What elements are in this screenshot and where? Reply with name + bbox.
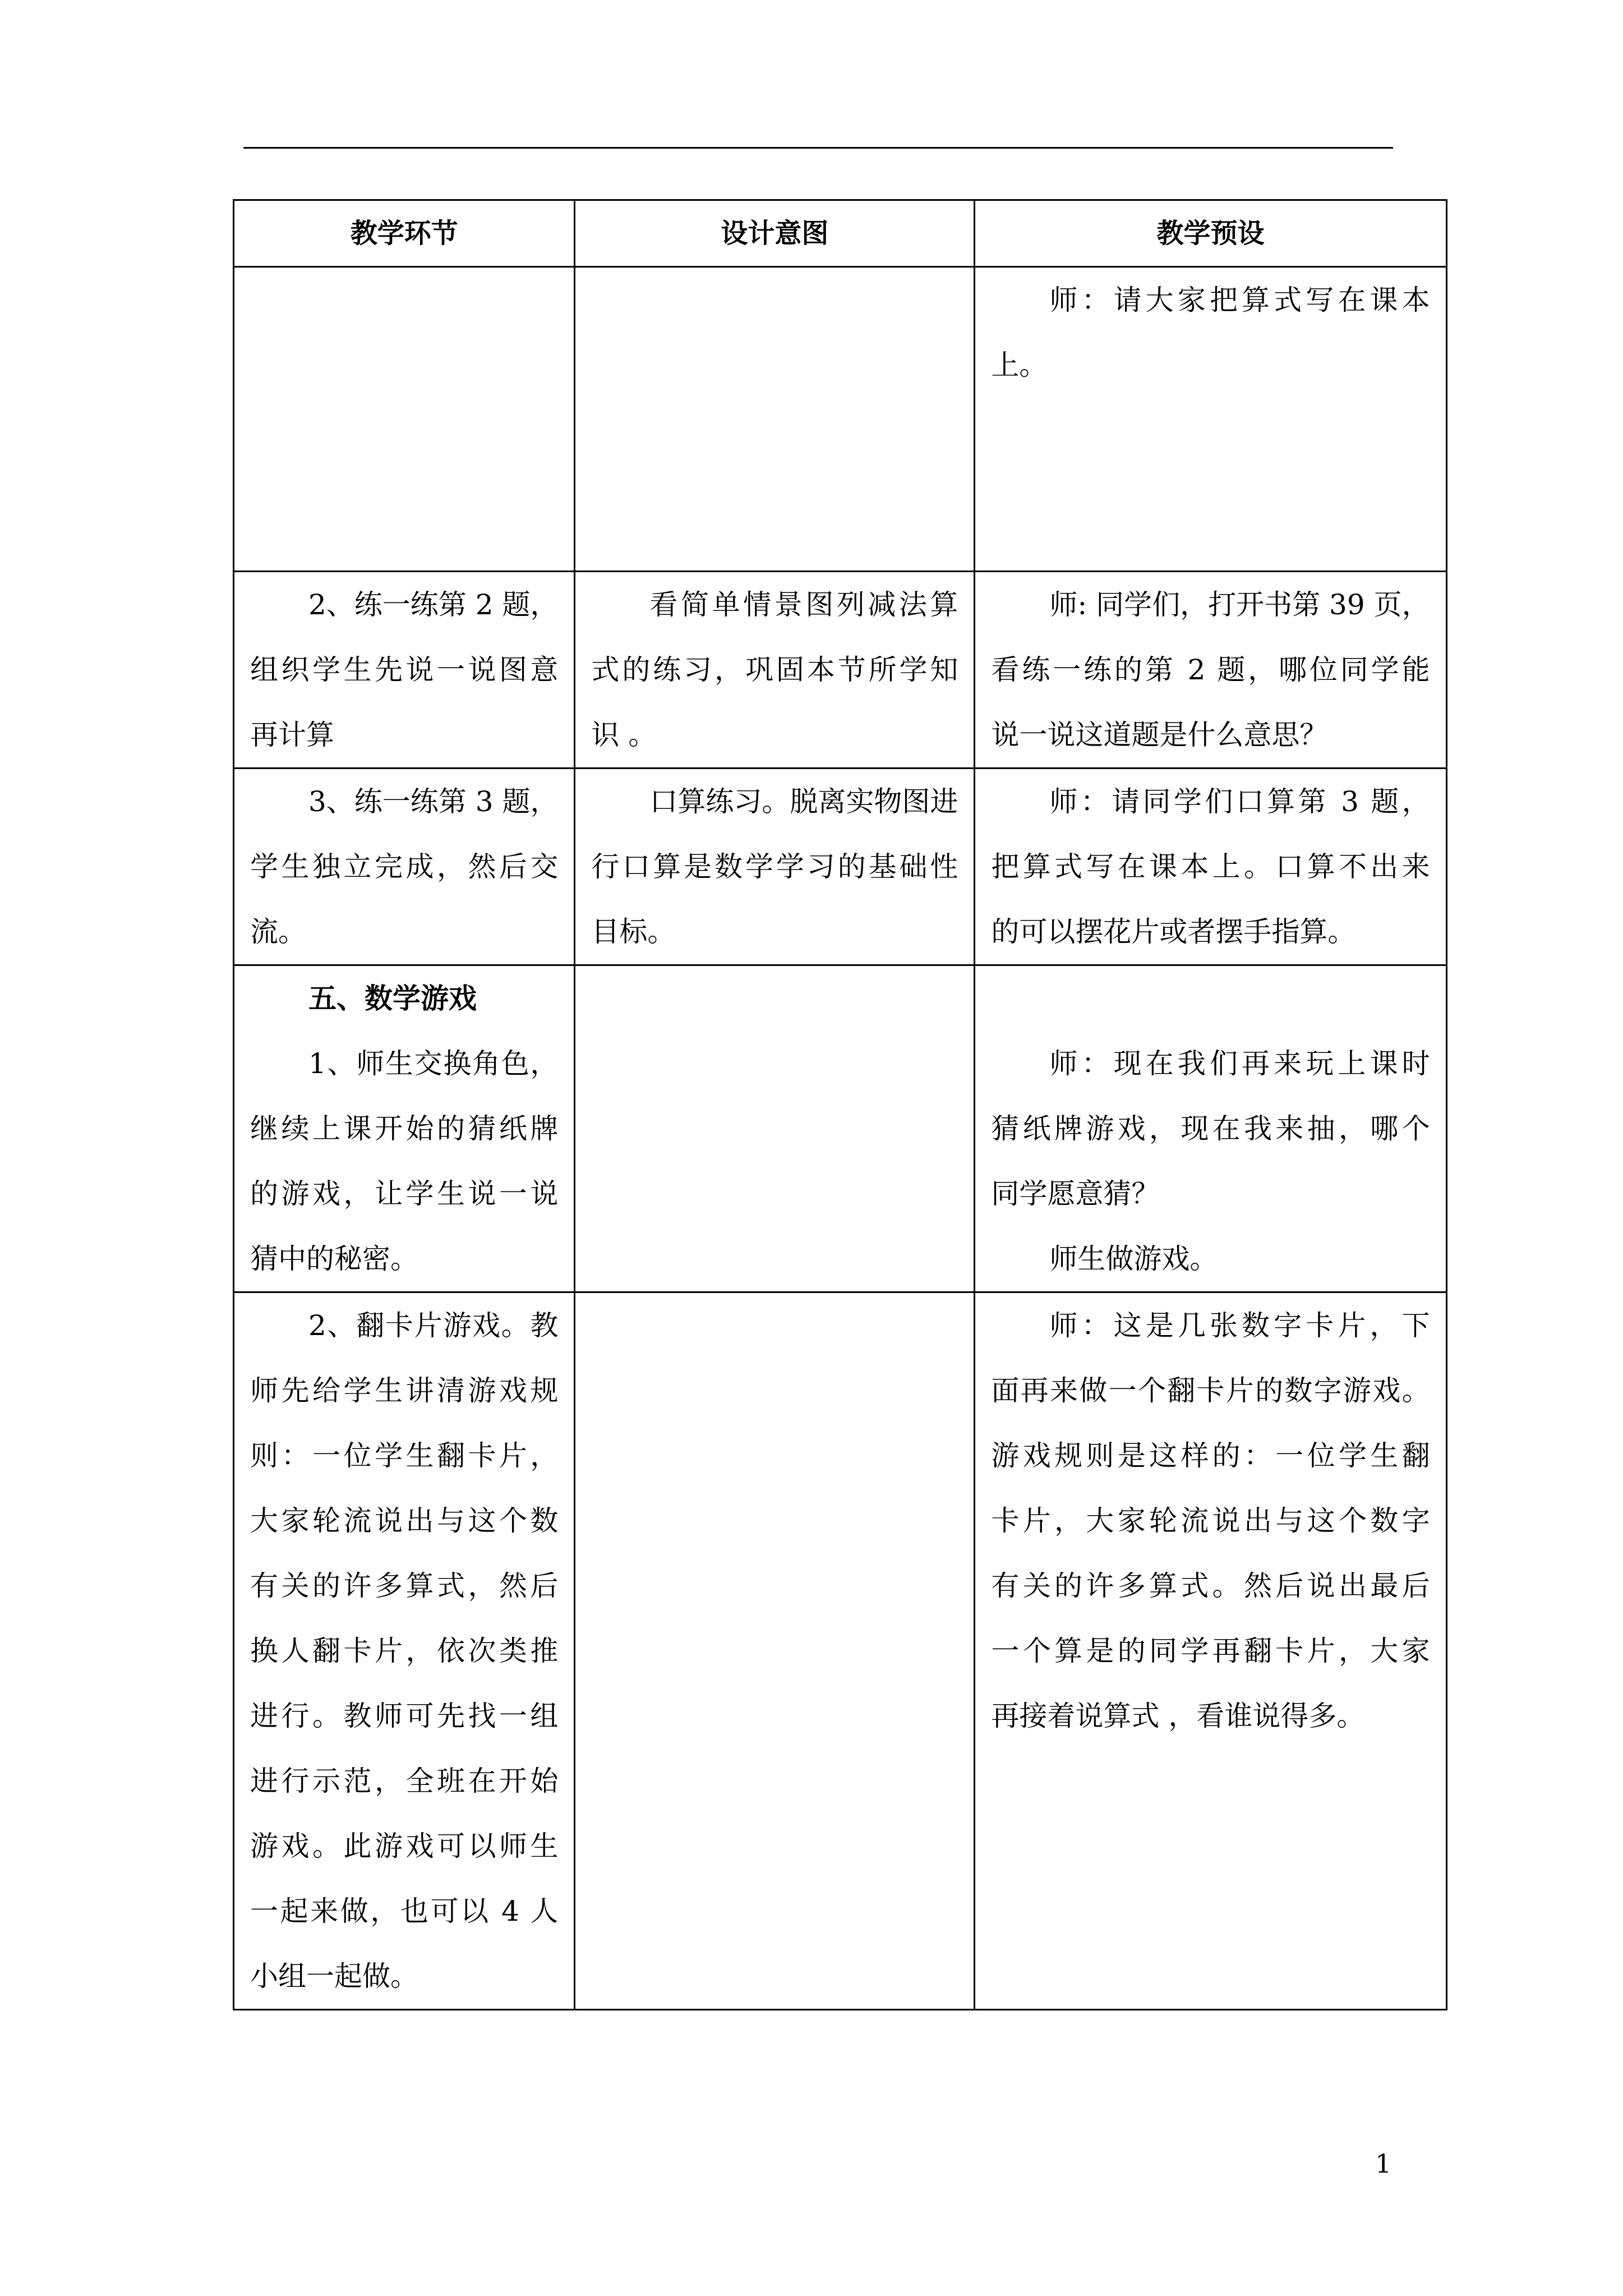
cell-design-intent: [575, 572, 975, 769]
cell-teaching-stage: [234, 267, 575, 572]
header-teaching-preset: 教学预设: [975, 200, 1446, 267]
text-line: 师生做游戏。: [1049, 1243, 1218, 1275]
text-line: 识 。: [591, 719, 657, 751]
table-header-row: [234, 200, 1447, 267]
text-line: 有关的许多算式，然后: [250, 1570, 559, 1602]
text-line: 再计算: [250, 719, 334, 751]
text-line: [991, 966, 1430, 1031]
text-line: 目标。: [591, 915, 676, 948]
text-line: 猜纸牌游戏，现在我来抽，哪个: [991, 1112, 1430, 1145]
header-rule: [243, 147, 1393, 149]
table-row: [234, 267, 1447, 572]
text-line: 看简单情景图列减法算: [649, 588, 958, 621]
text-line: 猜中的秘密。: [250, 1243, 418, 1275]
text-line: 小组一起做。: [250, 1960, 418, 1993]
text-line: 1、师生交换角色，: [308, 1047, 559, 1080]
text-line: 的游戏，让学生说一说: [250, 1177, 559, 1210]
table-row: [234, 769, 1447, 965]
text-line: 一起来做，也可以 4 人: [250, 1895, 559, 1927]
table-row: [234, 572, 1447, 769]
text-line: 大家轮流说出与这个数: [250, 1504, 559, 1537]
text-line: 面再来做一个翻卡片的数字游戏。: [991, 1374, 1430, 1407]
section-heading: 五、数学游戏: [308, 982, 477, 1015]
cell-teaching-stage: [234, 965, 575, 1292]
cell-teaching-stage: [234, 769, 575, 965]
text-line: 组织学生先说一说图意: [250, 654, 559, 686]
text-line: 进行。教师可先找一组: [250, 1700, 559, 1732]
text-line: 学生独立完成，然后交: [250, 850, 559, 883]
text-line: 的可以摆花片或者摆手指算。: [991, 915, 1356, 948]
text-line: 式的练习，巩固本节所学知: [591, 654, 958, 686]
cell-teaching-preset: [975, 267, 1446, 572]
text-line: 游戏。此游戏可以师生: [250, 1830, 559, 1862]
text-line: 行口算是数学学习的基础性: [591, 850, 958, 883]
text-line: 师先给学生讲清游戏规: [250, 1374, 559, 1407]
lesson-plan-table: [233, 199, 1447, 2010]
header-design-intent: 设计意图: [575, 200, 975, 267]
cell-design-intent: [575, 965, 975, 1292]
header-teaching-stage: 教学环节: [234, 200, 575, 267]
cell-design-intent: [575, 267, 975, 572]
text-line: 2、练一练第 2 题，: [308, 588, 559, 621]
text-line: 换人翻卡片，依次类推: [250, 1635, 559, 1667]
text-line: 继续上课开始的猜纸牌: [250, 1112, 559, 1145]
text-line: 说一说这道题是什么意思？: [991, 719, 1328, 751]
table-row: [234, 965, 1447, 1292]
cell-teaching-stage: [234, 572, 575, 769]
cell-teaching-preset: [975, 572, 1446, 769]
cell-design-intent: [575, 1292, 975, 2010]
cell-teaching-preset: [975, 965, 1446, 1292]
text-line: 流。: [250, 915, 306, 948]
text-line: 看练一练的第 2 题，哪位同学能: [991, 654, 1430, 686]
text-line: 师：请大家把算式写在课本: [1049, 284, 1430, 316]
text-line: 3、练一练第 3 题，: [308, 785, 559, 818]
text-line: 卡片，大家轮流说出与这个数字: [991, 1504, 1430, 1537]
text-line: 游戏规则是这样的：一位学生翻: [991, 1439, 1430, 1472]
cell-teaching-preset: [975, 1292, 1446, 2010]
text-line: 一个算是的同学再翻卡片，大家: [991, 1635, 1430, 1667]
text-line: 师：现在我们再来玩上课时: [1049, 1047, 1430, 1080]
text-line: 上。: [991, 349, 1048, 381]
text-line: 同学愿意猜？: [991, 1177, 1160, 1210]
text-line: 把算式写在课本上。口算不出来: [991, 850, 1430, 883]
text-line: 进行示范，全班在开始: [250, 1765, 559, 1797]
text-line: 师: 同学们，打开书第 39 页，: [1049, 588, 1430, 621]
text-line: 有关的许多算式。然后说出最后: [991, 1570, 1430, 1602]
text-line: 师：请同学们口算第 3 题，: [1049, 785, 1430, 818]
text-line: 2、翻卡片游戏。教: [308, 1309, 559, 1342]
cell-teaching-stage: [234, 1292, 575, 2010]
table-row: [234, 1292, 1447, 2010]
text-line: 则：一位学生翻卡片，: [250, 1439, 559, 1472]
text-line: 师：这是几张数字卡片，下: [1049, 1309, 1430, 1342]
text-line: 口算练习。脱离实物图进: [649, 785, 958, 818]
page-number: 1: [1375, 2148, 1392, 2179]
text-line: 再接着说算式 ，看谁说得多。: [991, 1700, 1365, 1732]
cell-design-intent: [575, 769, 975, 965]
cell-teaching-preset: [975, 769, 1446, 965]
